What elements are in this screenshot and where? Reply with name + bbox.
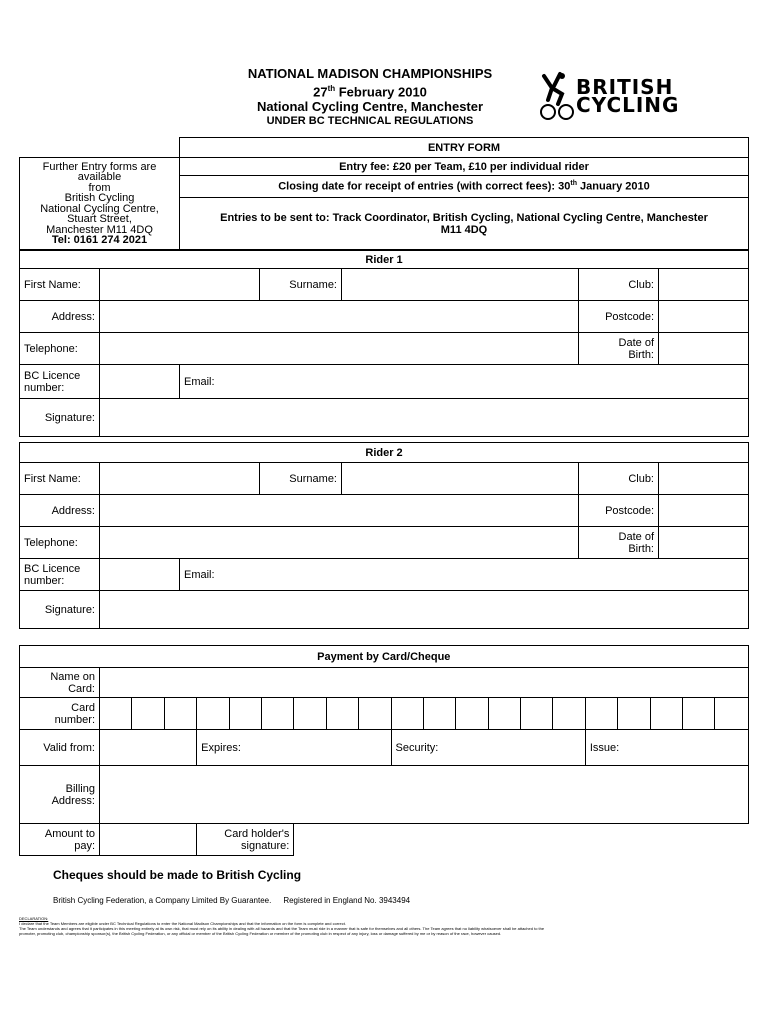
- logo-wordmark: BRITISH CYCLING: [576, 75, 680, 117]
- rider-2-telephone-field[interactable]: [100, 527, 579, 559]
- signature-label: Signature:: [20, 591, 100, 629]
- rider-2-heading: Rider 2: [20, 443, 749, 463]
- licence-label: BC Licence number:: [20, 365, 100, 399]
- card-digit-box[interactable]: [164, 698, 196, 730]
- address-label: Address:: [20, 301, 100, 333]
- card-digit-box[interactable]: [294, 698, 326, 730]
- closing-date: Closing date for receipt of entries (with correct fees): 30th January 2010: [180, 176, 749, 198]
- rider-1-heading: Rider 1: [20, 251, 749, 269]
- entry-info-table: [19, 137, 749, 250]
- amount-label: Amount to pay:: [20, 824, 100, 856]
- email-label: Email:: [184, 375, 215, 388]
- amount-field[interactable]: [100, 824, 197, 856]
- company-info: British Cycling Federation, a Company Limited By Guarantee. Registered in England No. 3943494: [53, 896, 411, 905]
- card-digit-box[interactable]: [359, 698, 391, 730]
- rider-1-telephone-field[interactable]: [100, 333, 579, 365]
- security-field[interactable]: [391, 730, 585, 766]
- signature-label: Signature:: [20, 399, 100, 437]
- card-digit-box[interactable]: [132, 698, 164, 730]
- billing-address-label: Billing Address:: [20, 766, 100, 824]
- card-digit-box[interactable]: [585, 698, 617, 730]
- rider-2-surname-field[interactable]: [342, 463, 579, 495]
- billing-address-field[interactable]: [100, 766, 749, 824]
- rider-2-email-field[interactable]: [180, 559, 749, 591]
- british-cycling-logo: [538, 70, 698, 124]
- name-on-card-field[interactable]: [100, 668, 749, 698]
- surname-label: Surname:: [260, 269, 342, 301]
- rider-1-address-field[interactable]: [100, 301, 579, 333]
- security-label: Security:: [395, 741, 439, 754]
- card-digit-box[interactable]: [618, 698, 650, 730]
- card-digit-box[interactable]: [391, 698, 423, 730]
- further-entry-info: Further Entry forms are available from British Cycling National Cycling Centre, Stuart Street, Manchester M11 4DQ Tel: 0161 274 2021: [20, 158, 180, 250]
- card-digit-box[interactable]: [261, 698, 293, 730]
- expires-label: Expires:: [201, 741, 241, 754]
- valid-from-field[interactable]: [100, 730, 197, 766]
- dob-label: Date of Birth:: [579, 333, 659, 365]
- valid-from-label: Valid from:: [20, 730, 100, 766]
- club-label: Club:: [579, 269, 659, 301]
- send-entries-to: Entries to be sent to: Track Coordinator, British Cycling, National Cycling Centre, Manchester M11 4DQ: [180, 198, 749, 250]
- entry-fee: Entry fee: £20 per Team, £10 per individual rider: [180, 158, 749, 176]
- rider-1-first-name-field[interactable]: [100, 269, 260, 301]
- event-venue: National Cycling Centre, Manchester: [256, 99, 484, 115]
- expires-field[interactable]: [197, 730, 391, 766]
- card-digit-box[interactable]: [488, 698, 520, 730]
- card-digit-box[interactable]: [423, 698, 455, 730]
- card-digit-box[interactable]: [521, 698, 553, 730]
- card-digit-box[interactable]: [683, 698, 715, 730]
- card-digit-box[interactable]: [553, 698, 585, 730]
- rider-1-dob-field[interactable]: [659, 333, 749, 365]
- card-holder-signature-label: Card holder's signature:: [197, 824, 294, 856]
- club-label: Club:: [579, 463, 659, 495]
- declaration: DECLARATION: I declare that the Team Members are eligible under BC Technical Regulations to enter the National Madison Championships and that the information on the form is complete and correct. The Team understands and agrees that it participates in this meeting entirely at its own risk, that must rely on its ability in dealing with all hazards and that the Team must ride in a manner that is safe for themselves and all others. The Team agrees that no liability whatsoever shall be attached to the promoter, promoting club, championship sponsor(s), the British Cycling Federation, or any official or member of the British Cycling Federation or member of the promoting club in respect of any injury, loss or damage suffered by me or by reason of the race, however caused.: [19, 916, 545, 936]
- dob-label: Date of Birth:: [579, 527, 659, 559]
- rider-1-surname-field[interactable]: [342, 269, 579, 301]
- surname-label: Surname:: [260, 463, 342, 495]
- telephone-label: Telephone:: [20, 527, 100, 559]
- rider-1-section: [19, 250, 749, 437]
- event-date: 27th February 2010: [313, 84, 427, 100]
- first-name-label: First Name:: [20, 269, 100, 301]
- rider-2-licence-field[interactable]: [100, 559, 180, 591]
- card-digit-box[interactable]: [326, 698, 358, 730]
- card-holder-signature-field[interactable]: [294, 824, 748, 856]
- rider-2-signature-field[interactable]: [100, 591, 749, 629]
- cheques-note: Cheques should be made to British Cycling: [53, 868, 302, 882]
- rider-2-address-field[interactable]: [100, 495, 579, 527]
- postcode-label: Postcode:: [579, 495, 659, 527]
- rider-1-club-field[interactable]: [659, 269, 749, 301]
- card-digit-box[interactable]: [715, 698, 748, 730]
- event-title: NATIONAL MADISON CHAMPIONSHIPS: [247, 66, 493, 81]
- rider-2-dob-field[interactable]: [659, 527, 749, 559]
- card-digit-box[interactable]: [229, 698, 261, 730]
- rider-2-club-field[interactable]: [659, 463, 749, 495]
- rider-1-signature-field[interactable]: [100, 399, 749, 437]
- email-label: Email:: [184, 568, 215, 581]
- issue-label: Issue:: [589, 741, 620, 754]
- card-number-label: Card number:: [20, 698, 100, 730]
- cyclist-icon: [538, 70, 578, 124]
- event-regulations: UNDER BC TECHNICAL REGULATIONS: [266, 115, 474, 128]
- rider-1-email-field[interactable]: [180, 365, 749, 399]
- address-label: Address:: [20, 495, 100, 527]
- payment-section: [19, 645, 749, 856]
- payment-heading: Payment by Card/Cheque: [20, 646, 749, 668]
- telephone-label: Telephone:: [20, 333, 100, 365]
- card-digit-box[interactable]: [100, 698, 132, 730]
- entry-form-title: ENTRY FORM: [180, 138, 749, 158]
- name-on-card-label: Name on Card:: [20, 668, 100, 698]
- licence-label: BC Licence number:: [20, 559, 100, 591]
- rider-1-licence-field[interactable]: [100, 365, 180, 399]
- document-header: [200, 66, 540, 128]
- issue-field[interactable]: [585, 730, 748, 766]
- card-digit-box[interactable]: [650, 698, 682, 730]
- rider-2-first-name-field[interactable]: [100, 463, 260, 495]
- card-digit-box[interactable]: [456, 698, 488, 730]
- postcode-label: Postcode:: [579, 301, 659, 333]
- first-name-label: First Name:: [20, 463, 100, 495]
- card-digit-box[interactable]: [197, 698, 229, 730]
- rider-2-section: [19, 442, 749, 629]
- rider-1-postcode-field[interactable]: [659, 301, 749, 333]
- rider-2-postcode-field[interactable]: [659, 495, 749, 527]
